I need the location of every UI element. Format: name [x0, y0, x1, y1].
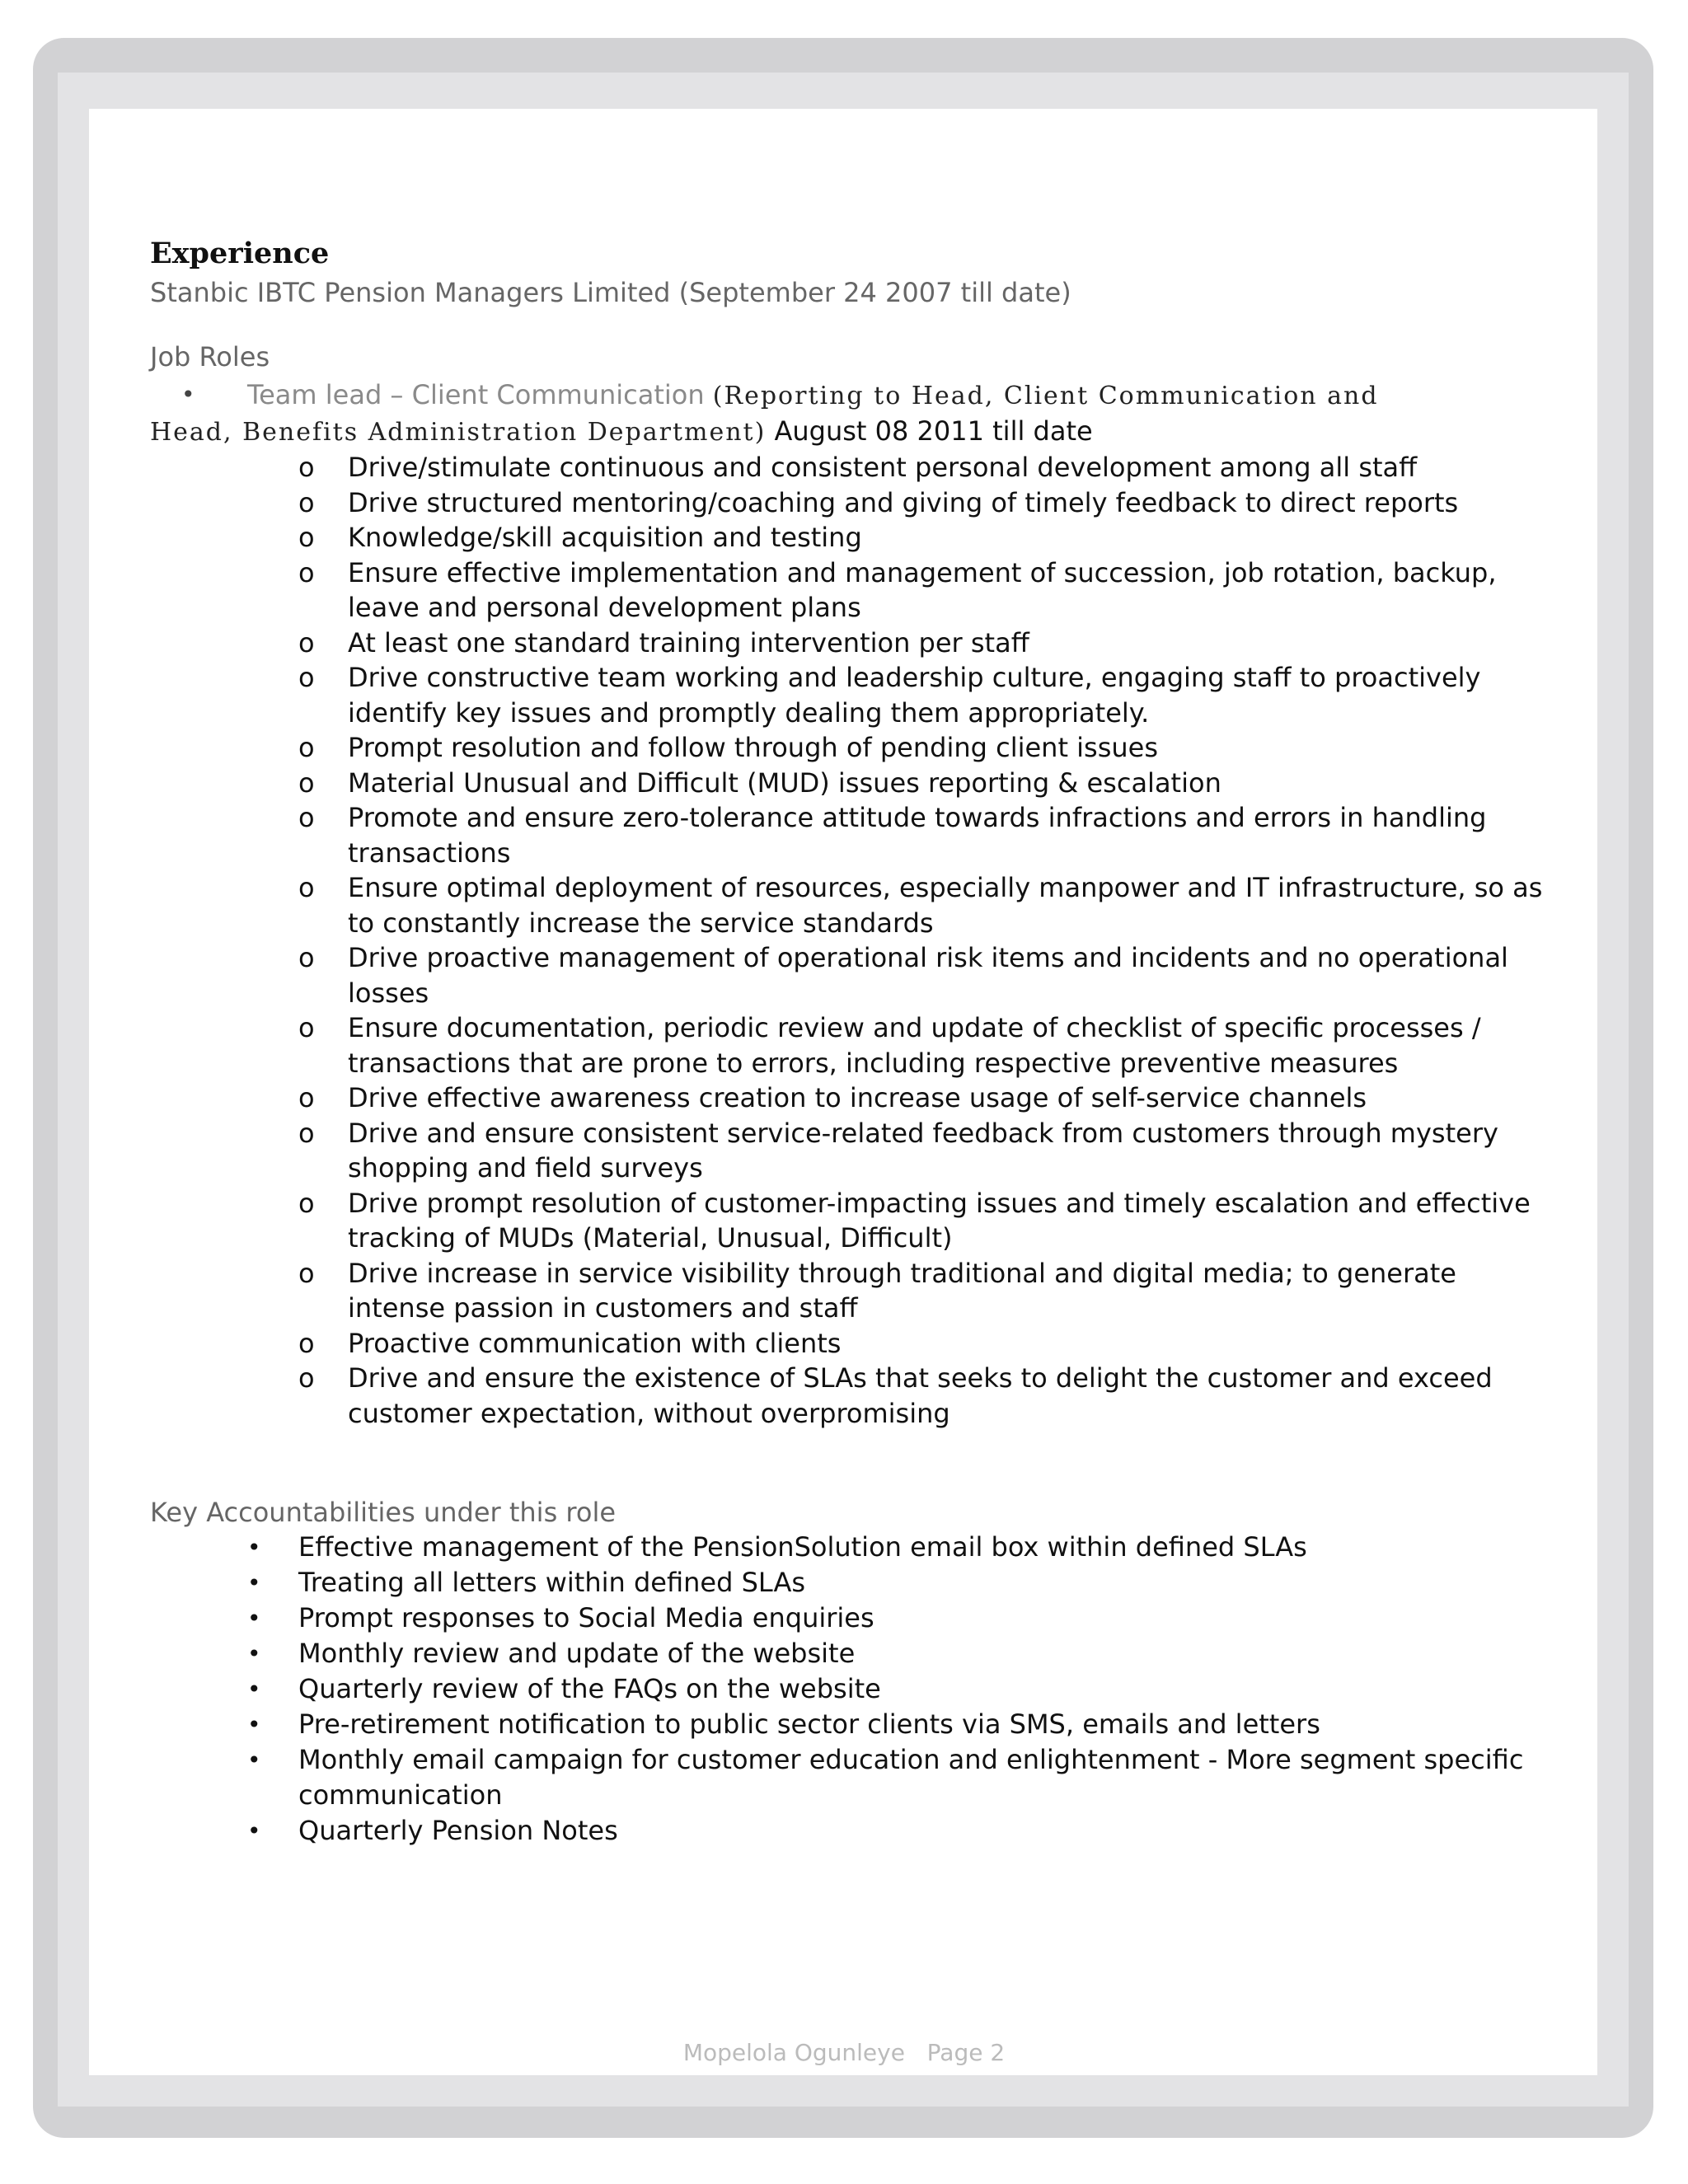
accountability-text: Effective management of the PensionSolution email box within defined SLAs — [298, 1531, 1307, 1563]
duty-text: Drive prompt resolution of customer-impacting issues and timely escalation and effective tracking of MUDs (Material, Unusual, Difficult) — [348, 1187, 1531, 1254]
accountabilities-label: Key Accountabilities under this role — [150, 1497, 617, 1528]
duty-marker: o — [298, 1327, 315, 1359]
duty-text: Knowledge/skill acquisition and testing — [348, 522, 862, 553]
duty-text: Drive constructive team working and leadership culture, engaging staff to proactively identify key issues and promptly dealing them appropriately. — [348, 662, 1481, 729]
duty-item — [150, 1116, 1543, 1186]
duty-item — [150, 800, 1543, 870]
duty-marker: o — [298, 522, 315, 553]
duty-text: Drive effective awareness creation to increase usage of self-service channels — [348, 1082, 1367, 1113]
role-title: Team lead – Client Communication — [247, 379, 705, 410]
role-reporting-line-cont: Head, Benefits Administration Department) — [150, 418, 767, 447]
role-date: August 08 2011 till date — [774, 415, 1093, 447]
accountability-bullet: • — [247, 1817, 261, 1844]
duty-text: Drive structured mentoring/coaching and giving of timely feedback to direct reports — [348, 486, 1459, 518]
duty-marker: o — [298, 872, 315, 903]
duty-marker: o — [298, 732, 315, 763]
duty-text: Ensure optimal deployment of resources, especially manpower and IT infrastructure, so as to constantly increase the service standards — [348, 872, 1543, 939]
accountability-bullet: • — [247, 1675, 261, 1703]
duty-item — [150, 730, 1543, 766]
duty-marker: o — [298, 1117, 315, 1149]
accountability-text: Pre-retirement notification to public sector clients via SMS, emails and letters — [298, 1708, 1320, 1740]
accountability-text: Prompt responses to Social Media enquiries — [298, 1602, 874, 1633]
duty-marker: o — [298, 1012, 315, 1043]
duty-text: Drive increase in service visibility through traditional and digital media; to generate intense passion in customers and staff — [348, 1257, 1456, 1324]
accountability-item — [150, 1530, 1543, 1565]
accountability-text: Monthly email campaign for customer education and enlightenment - More segment specific communication — [298, 1744, 1524, 1811]
duty-marker: o — [298, 452, 315, 483]
duty-item — [150, 450, 1543, 485]
accountability-text: Quarterly Pension Notes — [298, 1815, 618, 1846]
accountability-bullet: • — [247, 1605, 261, 1632]
duty-text: Drive and ensure consistent service-related feedback from customers through mystery shopping and field surveys — [348, 1117, 1498, 1183]
duty-item — [150, 626, 1543, 661]
duty-text: Material Unusual and Difficult (MUD) issues reporting & escalation — [348, 766, 1221, 799]
duty-marker: o — [298, 766, 315, 799]
duty-item — [150, 1010, 1543, 1080]
accountability-item — [150, 1813, 1543, 1849]
role-bullet: • — [181, 381, 195, 408]
document-content — [150, 236, 1543, 1849]
section-heading: Experience — [150, 237, 330, 270]
duty-text: At least one standard training intervention per staff — [348, 626, 1029, 658]
duty-item — [150, 1326, 1543, 1361]
duty-marker: o — [298, 626, 315, 658]
duty-marker: o — [298, 662, 315, 693]
duty-marker: o — [298, 1257, 315, 1289]
duty-marker: o — [298, 556, 315, 588]
duty-text: Ensure documentation, periodic review and update of checklist of specific processes / transactions that are prone to errors, including respective preventive measures — [348, 1012, 1481, 1079]
page-footer — [0, 2039, 1688, 2066]
duty-item — [150, 520, 1543, 555]
duty-text: Drive/stimulate continuous and consistent personal development among all staff — [348, 452, 1418, 483]
employer-line: Stanbic IBTC Pension Managers Limited (September 24 2007 till date) — [150, 277, 1071, 308]
footer-page-number: Page 2 — [926, 2039, 1006, 2066]
accountability-text: Monthly review and update of the website — [298, 1638, 856, 1669]
duty-text: Ensure effective implementation and management of succession, job rotation, backup, leave and personal development plans — [348, 556, 1497, 623]
duty-text: Drive and ensure the existence of SLAs that seeks to delight the customer and exceed customer expectation, without overpromising — [348, 1362, 1493, 1429]
job-roles-label: Job Roles — [150, 341, 270, 373]
duty-item — [150, 485, 1543, 521]
accountability-text: Treating all letters within defined SLAs — [298, 1567, 805, 1598]
role-entry — [150, 377, 1543, 450]
duty-item — [150, 1256, 1543, 1326]
accountability-item — [150, 1742, 1543, 1813]
duty-text: Promote and ensure zero-tolerance attitude towards infractions and errors in handling transactions — [348, 802, 1487, 869]
duty-marker: o — [298, 1187, 315, 1219]
accountability-item — [150, 1601, 1543, 1636]
duty-marker: o — [298, 1082, 315, 1113]
accountability-bullet: • — [247, 1569, 261, 1596]
duty-text: Proactive communication with clients — [348, 1327, 842, 1359]
duty-item — [150, 940, 1543, 1010]
duty-marker: o — [298, 942, 315, 973]
duty-text: Drive proactive management of operational risk items and incidents and no operational losses — [348, 942, 1508, 1009]
accountability-item — [150, 1565, 1543, 1601]
accountability-text: Quarterly review of the FAQs on the website — [298, 1673, 881, 1704]
duty-marker: o — [298, 486, 315, 518]
duty-item — [150, 766, 1543, 801]
footer-name: Mopelola Ogunleye — [682, 2039, 905, 2066]
accountability-bullet: • — [247, 1640, 261, 1667]
accountabilities-list — [150, 1530, 1543, 1849]
role-reporting-line: (Reporting to Head, Client Communication and — [712, 382, 1379, 410]
accountability-bullet: • — [247, 1746, 261, 1774]
duty-text: Prompt resolution and follow through of pending client issues — [348, 732, 1159, 763]
duty-item — [150, 660, 1543, 730]
duties-list — [150, 450, 1543, 1431]
duty-item — [150, 555, 1543, 626]
accountability-bullet: • — [247, 1534, 261, 1561]
duty-item — [150, 1186, 1543, 1256]
accountability-item — [150, 1636, 1543, 1671]
accountability-bullet: • — [247, 1711, 261, 1738]
duty-item — [150, 1361, 1543, 1431]
duty-marker: o — [298, 1362, 315, 1394]
accountability-item — [150, 1707, 1543, 1742]
duty-item — [150, 870, 1543, 940]
duty-item — [150, 1080, 1543, 1116]
duty-marker: o — [298, 802, 315, 833]
accountability-item — [150, 1671, 1543, 1707]
